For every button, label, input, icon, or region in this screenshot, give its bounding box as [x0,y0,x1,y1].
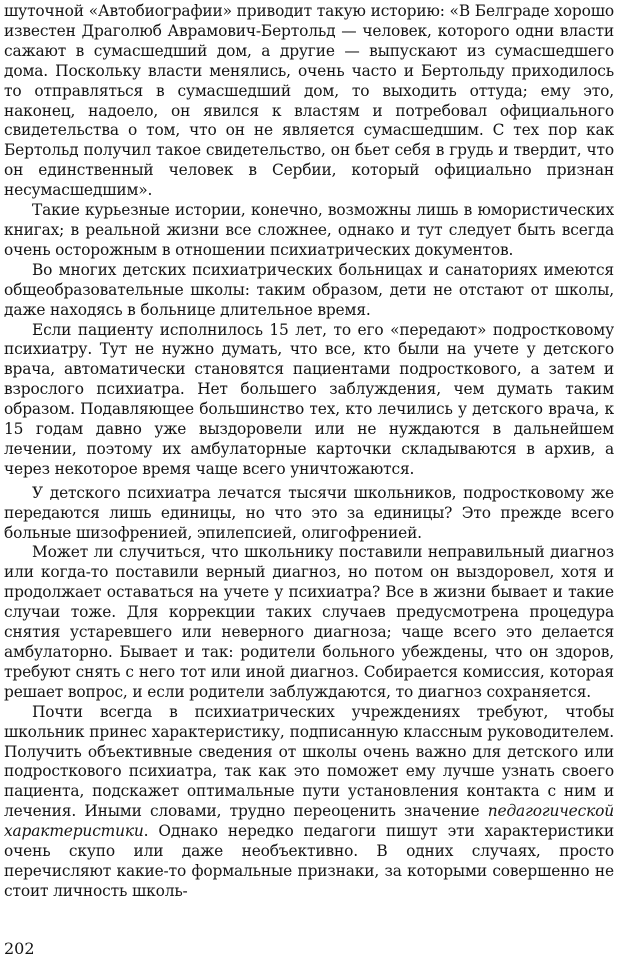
paragraph-school-reference [4,703,614,902]
paragraph-thousands-of-pupils [4,484,614,544]
paragraph-autobiography-quote [4,2,614,201]
paragraph-hospital-schools [4,261,614,321]
paragraph-age-fifteen [4,321,614,480]
paragraph-wrong-diagnosis [4,543,614,702]
paragraph-text: шуточной «Автобиографии» приводит такую историю: «В Белграде хорошо известен Драголюб Аврамович-Бертольд — человек, которого одни власти сажают в сумасшедший дом, а другие — выпускают из сумасшедшего дома. Поскольку власти менялись, очень часто и Бертольду приходилось то отправляться в сумасшедший дом, то выходить оттуда; ему это, наконец, надоело, он явился к властям и потребовал официального свидетельства о том, что он не является сумасшедшим. С тех пор как Бертольд получил такое свидетельство, он бьет себя в грудь и твердит, что он единственный человек в Сербии, который официально признан несумасшедшим». [4,2,614,200]
paragraph-text: Если пациенту исполнилось 15 лет, то его «передают» подростковому психиатру. Тут не нужно думать, что все, кто были на учете у детского врача, автоматически становятся пациентами подросткового, а затем и взрослого психиатра. Нет большего заблуждения, чем думать таким образом. Подавляющее большинство тех, кто лечились у детского врача, к 15 годам давно уже выздоровели или не нуждаются в дальнейшем лечении, поэтому их амбулаторные карточки складываются в архив, а через некоторое время чаще всего уничтожаются. [4,320,614,478]
paragraph-text: У детского психиатра лечатся тысячи школьников, подростковому же передаются лишь единицы, но что это за единицы? Это прежде всего больные шизофренией, эпилепсией, олигофренией. [4,483,614,542]
page-number: 202 [4,939,35,958]
page-body [4,2,614,902]
paragraph-text: . Однако нередко педагоги пишут эти характеристики очень скупо или даже необъективно. В одних случаях, просто перечисляют какие-то формальные признаки, за которыми совершенно не стоит личность школь- [4,822,614,900]
paragraph-text: Такие курьезные истории, конечно, возможны лишь в юмористических книгах; в реальной жизни все сложнее, однако и тут следует быть всегда очень осторожным в отношении психиатрических документов. [4,201,614,259]
paragraph-curious-stories [4,201,614,261]
paragraph-italic-text: педагогической характеристики [4,802,614,841]
paragraph-text: Во многих детских психиатрических больницах и санаториях имеются общеобразовательные школы: таким образом, дети не отстают от школы, даже находясь в больнице длительное время. [4,260,614,319]
paragraph-text: Почти всегда в психиатрических учреждениях требуют, чтобы школьник принес характеристику, подписанную классным руководителем. Получить объективные сведения от школы очень важно для детского или подросткового психиатра, так как это поможет ему лучше узнать своего пациента, подскажет оптимальные пути установления контакта с ним и лечения. Иными словами, трудно переоценить значение [4,702,614,821]
paragraph-text: Может ли случиться, что школьнику поставили неправильный диагноз или когда-то поставили верный диагноз, но потом он выздоровел, хотя и продолжает оставаться на учете у психиатра? Все в жизни бывает и такие случаи тоже. Для коррекции таких случаев предусмотрена процедура снятия устаревшего или неверного диагноза; чаще всего это делается амбулаторно. Бывает и так: родители больного убеждены, что он здоров, требуют снять с него тот или иной диагноз. Собирается комиссия, которая решает вопрос, и если родители заблуждаются, то диагноз сохраняется. [4,543,614,701]
